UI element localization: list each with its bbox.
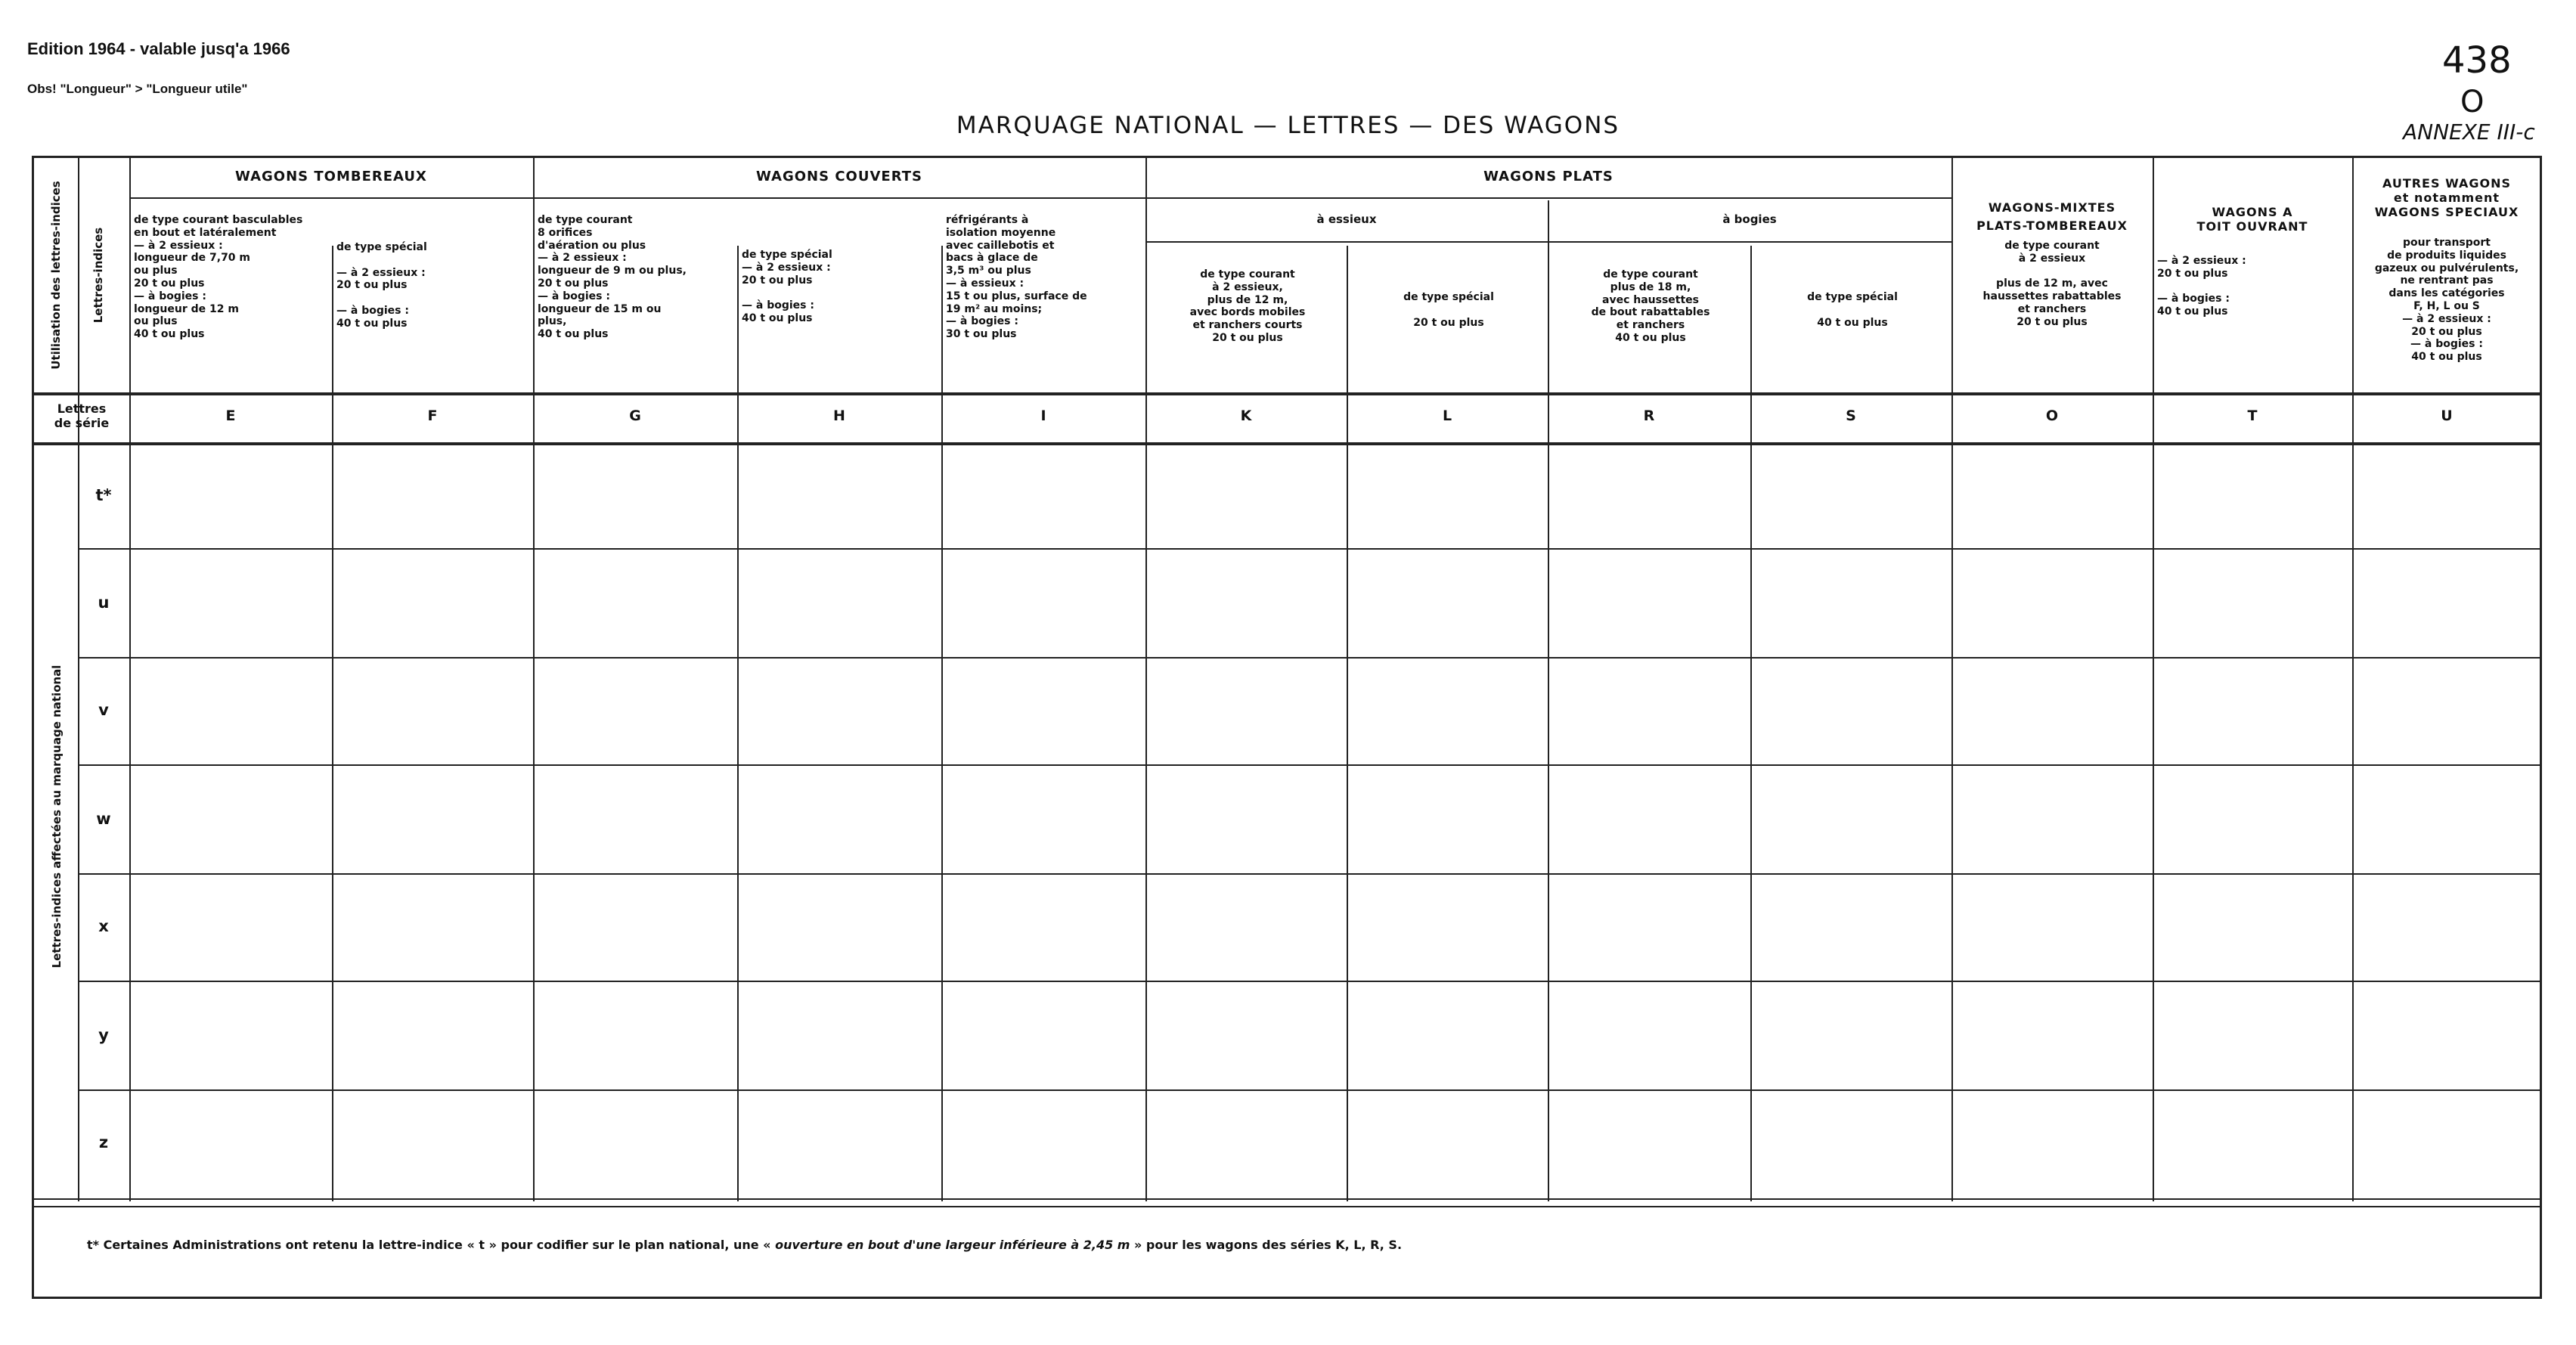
desc-I: réfrigérants à isolation moyenne avec caillebotis et bacs à glace de 3,5 m³ ou plus — à essieux : 15 t ou plus, surface de 19 m² au moins; — à bogies : 30 t ou plus bbox=[946, 214, 1087, 341]
desc-E: de type courant basculables en bout et latéralement — à 2 essieux : longueur de 7,70 m ou plus 20 t ou plus — à bogies : longueur de 12 m ou plus 40 t ou plus bbox=[134, 214, 303, 341]
footnote-italic: ouverture en bout d'une largeur inférieure à 2,45 m bbox=[775, 1238, 1130, 1252]
desc-F: de type spécial — à 2 essieux : 20 t ou plus — à bogies : 40 t ou plus bbox=[336, 241, 427, 330]
page-mark: O bbox=[2460, 85, 2485, 119]
index-w: w bbox=[96, 810, 111, 828]
page-title: MARQUAGE NATIONAL — LETTRES — DES WAGONS bbox=[956, 112, 1620, 139]
label-affectees: Lettres-indices affectées au marquage national bbox=[50, 665, 64, 968]
series-F: F bbox=[427, 408, 438, 424]
annexe-label: ANNEXE III-c bbox=[2403, 119, 2535, 144]
group-toit-ouvrant: WAGONS A TOIT OUVRANT bbox=[2196, 205, 2308, 234]
index-x: x bbox=[98, 917, 109, 935]
desc-S: de type spécial 40 t ou plus bbox=[1807, 291, 1898, 329]
group-plats-bogies: à bogies bbox=[1722, 212, 1777, 226]
footnote-text-2: » pour les wagons des séries K, L, R, S. bbox=[1130, 1238, 1403, 1252]
label-lettres-serie: Lettres de série bbox=[54, 401, 110, 431]
index-u: u bbox=[98, 593, 110, 612]
index-v: v bbox=[98, 701, 109, 719]
series-H: H bbox=[833, 408, 845, 424]
series-L: L bbox=[1442, 408, 1452, 424]
desc-K: de type courant à 2 essieux, plus de 12 m, avec bords mobiles et ranchers courts 20 t ou plus bbox=[1189, 268, 1306, 344]
obs-note: Obs! "Longueur" > "Longueur utile" bbox=[27, 82, 248, 96]
page-number: 438 bbox=[2442, 39, 2512, 82]
desc-U: pour transport de produits liquides gazeux ou pulvérulents, ne rentrant pas dans les catégories F, H, L ou S — à 2 essieux : 20 t ou plus — à bogies : 40 t ou plus bbox=[2374, 237, 2519, 364]
desc-H: de type spécial — à 2 essieux : 20 t ou plus — à bogies : 40 t ou plus bbox=[742, 249, 832, 324]
group-couverts: WAGONS COUVERTS bbox=[756, 169, 922, 184]
label-utilisation: Utilisation des lettres-indices bbox=[49, 181, 63, 370]
series-E: E bbox=[225, 408, 236, 424]
series-K: K bbox=[1240, 408, 1252, 424]
index-z: z bbox=[98, 1133, 109, 1151]
desc-T: — à 2 essieux : 20 t ou plus — à bogies : 40 t ou plus bbox=[2157, 255, 2246, 318]
series-G: G bbox=[629, 408, 641, 424]
group-autres: AUTRES WAGONS et notamment WAGONS SPECIAUX bbox=[2374, 176, 2519, 220]
desc-O: de type courant à 2 essieux plus de 12 m, avec haussettes rabattables et ranchers 20 t ou plus bbox=[1982, 240, 2122, 328]
footnote bbox=[87, 1238, 2506, 1252]
series-R: R bbox=[1643, 408, 1655, 424]
series-O: O bbox=[2045, 408, 2059, 424]
group-tombereaux: WAGONS TOMBEREAUX bbox=[235, 169, 427, 184]
series-T: T bbox=[2247, 408, 2258, 424]
series-U: U bbox=[2441, 408, 2453, 424]
group-mixtes: WAGONS-MIXTES PLATS-TOMBEREAUX bbox=[1976, 200, 2128, 233]
desc-L: de type spécial 20 t ou plus bbox=[1403, 291, 1494, 329]
edition-note: Edition 1964 - valable jusq'a 1966 bbox=[27, 39, 290, 58]
label-lettres-indices: Lettres-indices bbox=[91, 227, 105, 324]
series-I: I bbox=[1040, 408, 1046, 424]
desc-G: de type courant 8 orifices d'aération ou plus — à 2 essieux : longueur de 9 m ou plus, 20 t ou plus — à bogies : longueur de 15 m ou plus, 40 t ou plus bbox=[538, 214, 687, 341]
footnote-text-1: t* Certaines Administrations ont retenu la lettre-indice « t » pour codifier sur le plan national, une « bbox=[87, 1238, 776, 1252]
group-plats: WAGONS PLATS bbox=[1483, 169, 1613, 184]
group-plats-essieux: à essieux bbox=[1316, 212, 1377, 226]
desc-R: de type courant plus de 18 m, avec haussettes de bout rabattables et ranchers 40 t ou plus bbox=[1591, 268, 1710, 344]
index-y: y bbox=[98, 1026, 109, 1044]
index-t: t* bbox=[95, 486, 112, 504]
marking-table bbox=[32, 156, 2542, 1299]
series-S: S bbox=[1846, 408, 1856, 424]
